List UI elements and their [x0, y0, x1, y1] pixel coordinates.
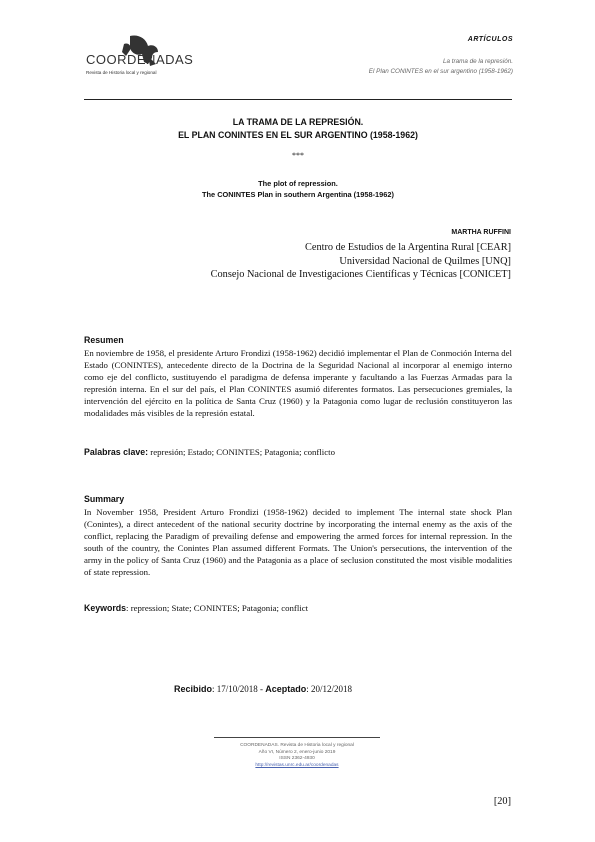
resumen-heading: Resumen [84, 335, 124, 345]
logo-subtitle: Revista de Historia local y regional [86, 70, 157, 75]
submission-dates [174, 684, 352, 694]
summary-heading: Summary [84, 494, 125, 504]
keywords-es [84, 446, 512, 458]
received-label: Recibido [174, 684, 213, 694]
article-title-es [84, 116, 512, 142]
author-name: MARTHA RUFFINI [451, 229, 511, 236]
title-en-line-1: The plot of repression. [258, 179, 338, 188]
title-en-line-2: The CONINTES Plan in southern Argentina (1958-1962) [202, 190, 394, 199]
keywords-en [84, 602, 512, 614]
header-divider [84, 99, 512, 100]
accepted-label: Aceptado [265, 684, 307, 694]
keywords-es-list: represión; Estado; CONINTES; Patagonia; conflicto [148, 447, 335, 457]
footer-journal-name: COORDENADAS. Revista de Historia local y regional [240, 743, 354, 748]
title-separator: *** [292, 151, 304, 160]
page-number: [20] [493, 796, 511, 807]
footer-divider [214, 737, 380, 738]
keywords-en-label: Keywords [84, 603, 127, 613]
received-date: : 17/10/2018 - [212, 684, 266, 694]
title-es-line-1: LA TRAMA DE LA REPRESIÓN. [232, 117, 364, 127]
summary-text: In November 1958, President Arturo Frondizi (1958-1962) decided to implement The internal state shock Plan (Conintes), a direct antecedent of the national security doctrine by incorporating the internal enemy as the axis of the conflict, replacing the Paradigm of prevailing defense and empowering the armed forces for internal repression. In the south of the country, the Conintes Plan assumed different Formats. The Union's persecutions, the intervention of the army in the policy of Santa Cruz (1960) and the Patagonia as a place of seclusion constituted the most visible modalities of state repression. [84, 507, 512, 577]
affiliation-3: Consejo Nacional de Investigaciones Científicas y Técnicas [CONICET] [210, 269, 511, 280]
affiliation-1: Centro de Estudios de la Argentina Rural [CEAR] [305, 242, 511, 253]
footer-link[interactable]: http://revistas.unrc.edu.ar/coordenadas [255, 762, 339, 768]
logo-title: COORDENADAS [86, 52, 194, 67]
section-tag: ARTÍCULOS [467, 36, 513, 43]
running-title-line-1: La trama de la represión. [442, 58, 513, 65]
title-es-line-2: EL PLAN CONINTES EN EL SUR ARGENTINO (1958-1962) [178, 130, 418, 140]
accepted-date: : 20/12/2018 [306, 684, 353, 694]
resumen-text: En noviembre de 1958, el presidente Arturo Frondizi (1958-1962) decidió implementar el Plan de Conmoción Interna del Estado (CONINTES), antecedente directo de la Doctrina de la Seguridad Nacional al incorporar al enemigo interno como eje del conflicto, sustituyendo el paradigma de defensa imperante y facultando a las Fuerzas Armadas para la represión interna. En el sur del país, el Plan CONINTES asumió diferentes formatos. Las persecuciones gremiales, la intervención del ejército en la política de Santa Cruz (1960) y la Patagonia como lugar de reclusión constituyeron las modalidades más visibles de la represión estatal. [84, 348, 512, 418]
footer-issn: ISSN 2362-4930 [279, 756, 315, 762]
keywords-es-label: Palabras clave: [84, 447, 149, 457]
footer-issue: Año VI, Número 2, enero-junio 2019 [258, 749, 336, 755]
running-title-line-2: El Plan CONINTES en el sur argentino (1958-1962) [368, 68, 513, 75]
affiliation-2: Universidad Nacional de Quilmes [UNQ] [339, 255, 511, 267]
journal-footer [214, 743, 380, 769]
keywords-en-list: : repression; State; CONINTES; Patagonia; conflict [126, 603, 309, 613]
author-affiliations [211, 241, 511, 282]
article-title-en [84, 178, 512, 200]
